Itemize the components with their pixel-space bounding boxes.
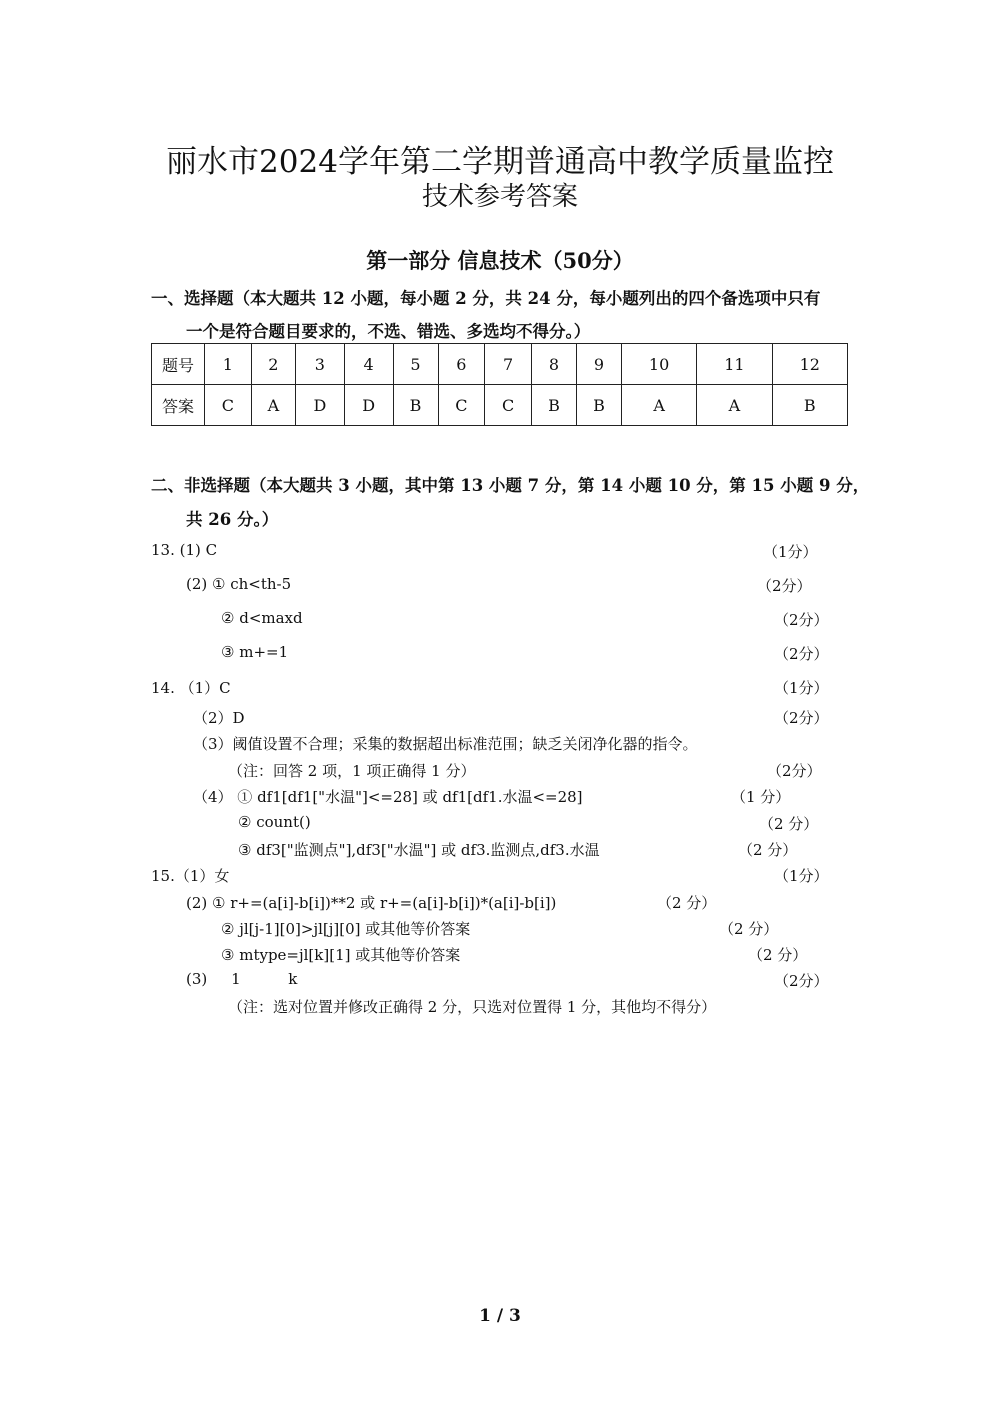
q13-score-3: （2分） xyxy=(774,611,829,629)
q14-answer-1: 14. （1）C xyxy=(151,679,231,697)
table-cell: C xyxy=(438,385,485,426)
question-row xyxy=(152,344,848,385)
q15-score-5: （2分） xyxy=(774,972,829,990)
section1-heading: 一、选择题（本大题共 12 小题，每小题 2 分，共 24 分，每小题列出的四个备选项中只有 xyxy=(151,289,821,308)
section1-heading-cont: 一个是符合题目要求的，不选、错选、多选均不得分。） xyxy=(186,322,591,341)
table-cell: 9 xyxy=(576,344,621,385)
table-cell: 12 xyxy=(772,344,847,385)
q15-answer-5: (3) 1 k xyxy=(186,970,298,988)
q13-answer-3: ② d<maxd xyxy=(221,609,303,627)
q14-note-3: （注：回答 2 项，1 项正确得 1 分） xyxy=(228,762,476,780)
q13-score-1: （1分） xyxy=(763,543,818,561)
row-label: 题号 xyxy=(152,344,205,385)
table-cell: D xyxy=(296,385,345,426)
table-cell: 10 xyxy=(621,344,696,385)
q14-score-2: （2分） xyxy=(774,709,829,727)
q14-score-4: （1 分） xyxy=(731,788,791,806)
q15-score-2: （2 分） xyxy=(657,894,717,912)
table-cell: 5 xyxy=(393,344,438,385)
q14-answer-5: ② count() xyxy=(238,813,311,831)
section2-heading-cont: 共 26 分。） xyxy=(186,510,279,529)
q13-score-4: （2分） xyxy=(774,645,829,663)
table-cell: 8 xyxy=(531,344,576,385)
table-cell: A xyxy=(251,385,295,426)
table-cell: B xyxy=(576,385,621,426)
part-title: 第一部分 信息技术（50分） xyxy=(366,248,634,273)
row-label: 答案 xyxy=(152,385,205,426)
q13-answer-2: (2) ① ch<th-5 xyxy=(186,575,292,593)
table-cell: 7 xyxy=(485,344,532,385)
page-title: 丽水市2024学年第二学期普通高中教学质量监控 xyxy=(166,144,834,180)
q13-score-2: （2分） xyxy=(757,577,812,595)
q15-score-3: （2 分） xyxy=(719,920,779,938)
q15-answer-4: ③ mtype=jl[k][1] 或其他等价答案 xyxy=(221,946,461,964)
q15-answer-1: 15.（1）女 xyxy=(151,867,230,885)
page-subtitle: 技术参考答案 xyxy=(421,182,578,212)
table-cell: B xyxy=(531,385,576,426)
q13-answer-4: ③ m+=1 xyxy=(221,643,289,661)
table-cell: 1 xyxy=(205,344,252,385)
table-cell: C xyxy=(485,385,532,426)
q14-score-5: （2 分） xyxy=(759,815,819,833)
table-cell: C xyxy=(205,385,252,426)
page-number: 1 / 3 xyxy=(479,1306,521,1326)
table-cell: B xyxy=(772,385,847,426)
table-cell: 6 xyxy=(438,344,485,385)
table-cell: 2 xyxy=(251,344,295,385)
q14-score-1: （1分） xyxy=(774,679,829,697)
q14-answer-3: （3）阈值设置不合理；采集的数据超出标准范围；缺乏关闭净化器的指令。 xyxy=(193,735,698,753)
q15-score-1: （1分） xyxy=(774,867,829,885)
q14-score-3: （2分） xyxy=(767,762,822,780)
q14-answer-6: ③ df3["监测点"],df3["水温"] 或 df3.监测点,df3.水温 xyxy=(238,841,600,859)
q13-answer-1: 13. (1) C xyxy=(151,541,218,559)
q15-answer-3: ② jl[j-1][0]>jl[j][0] 或其他等价答案 xyxy=(221,920,471,938)
table-cell: B xyxy=(393,385,438,426)
q14-answer-2: （2）D xyxy=(193,709,245,727)
table-cell: 4 xyxy=(344,344,393,385)
table-cell: D xyxy=(344,385,393,426)
q15-note-5: （注：选对位置并修改正确得 2 分，只选对位置得 1 分，其他均不得分） xyxy=(228,998,717,1016)
q15-answer-2: (2) ① r+=(a[i]-b[i])**2 或 r+=(a[i]-b[i])*(a[i]-b[i]) xyxy=(186,894,557,912)
answer-row xyxy=(152,385,848,426)
table-cell: 11 xyxy=(697,344,772,385)
q14-answer-4: （4） ① df1[df1["水温"]<=28] 或 df1[df1.水温<=28] xyxy=(193,788,583,806)
q15-score-4: （2 分） xyxy=(748,946,808,964)
table-cell: 3 xyxy=(296,344,345,385)
table-cell: A xyxy=(621,385,696,426)
q14-score-6: （2 分） xyxy=(738,841,798,859)
table-cell: A xyxy=(697,385,772,426)
answer-table xyxy=(151,343,848,426)
section2-heading: 二、非选择题（本大题共 3 小题，其中第 13 小题 7 分，第 14 小题 10 分，第 15 小题 9 分， xyxy=(151,476,870,495)
